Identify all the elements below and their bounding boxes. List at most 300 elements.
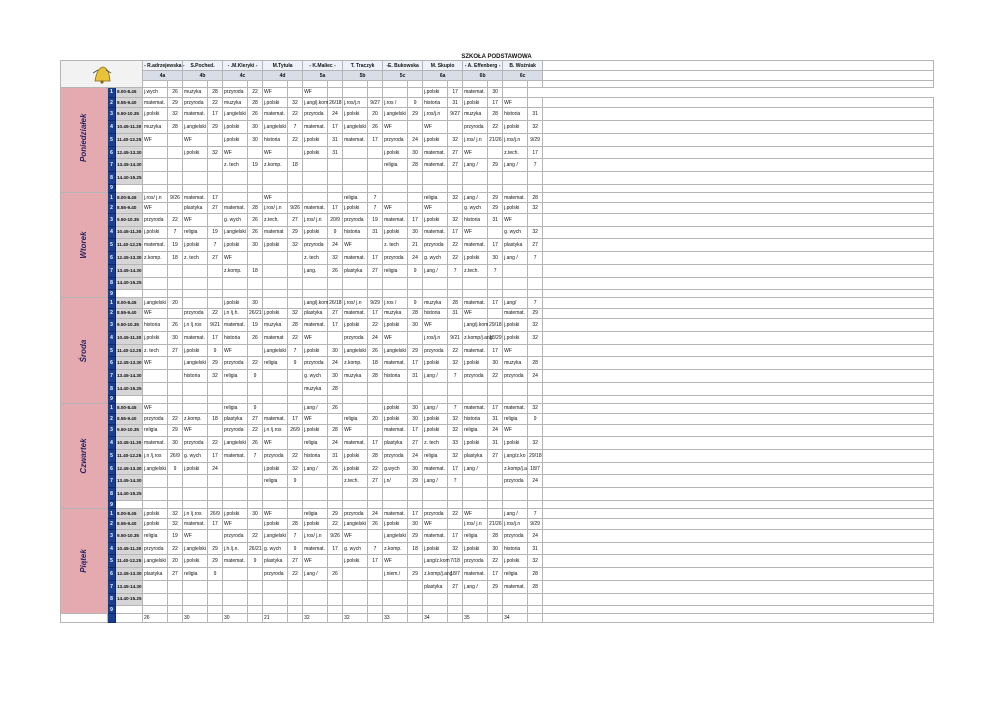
room-cell: 17 xyxy=(488,98,503,108)
subject-cell xyxy=(183,475,208,488)
subject-cell: religia xyxy=(183,226,208,239)
room-cell xyxy=(288,87,303,97)
room-cell xyxy=(168,580,183,593)
subject-cell: z. tech xyxy=(383,239,408,252)
room-cell: 26 xyxy=(248,437,263,450)
room-cell: 17 xyxy=(408,357,423,370)
cell xyxy=(423,606,448,614)
room-cell xyxy=(488,226,503,239)
lesson-hour: 14.40-15.25 xyxy=(116,382,143,395)
cell xyxy=(488,184,503,192)
subject-cell xyxy=(343,277,368,290)
subject-cell xyxy=(343,568,368,581)
subject-cell: j.ang / xyxy=(423,370,448,383)
subject-cell: j.polski xyxy=(423,87,448,97)
cell xyxy=(503,290,528,298)
lesson-number: 6 xyxy=(108,462,116,475)
room-cell: 31 xyxy=(328,146,343,159)
subject-cell xyxy=(383,593,408,606)
room-cell xyxy=(168,382,183,395)
cell xyxy=(343,500,368,508)
room-cell: 9 xyxy=(288,357,303,370)
room-cell xyxy=(528,98,543,108)
subject-cell: j.ang/j.kom xyxy=(303,298,328,308)
room-cell xyxy=(368,568,383,581)
subject-cell xyxy=(463,277,488,290)
subject-cell: z. tech xyxy=(303,252,328,265)
lesson-number: 9 xyxy=(108,606,116,614)
subject-cell: j.polski xyxy=(303,133,328,146)
cell xyxy=(448,500,463,508)
subject-cell: j.polski xyxy=(263,462,288,475)
lesson-number: 1 xyxy=(108,509,116,519)
cell xyxy=(543,519,934,529)
room-cell: 24 xyxy=(328,239,343,252)
subject-cell xyxy=(263,488,288,501)
subject-cell: j.angielski xyxy=(223,226,248,239)
lesson-hour: 10.45-11.30 xyxy=(116,437,143,450)
room-cell xyxy=(168,203,183,213)
room-cell xyxy=(368,403,383,413)
cell xyxy=(543,555,934,568)
room-cell: 32 xyxy=(528,121,543,134)
room-cell: 18 xyxy=(368,357,383,370)
room-cell xyxy=(528,172,543,185)
subject-cell: j.polski xyxy=(263,519,288,529)
room-cell: 9/27 xyxy=(368,98,383,108)
subject-cell: j.polski xyxy=(463,98,488,108)
cell xyxy=(368,184,383,192)
room-cell: 24 xyxy=(528,370,543,383)
subject-cell xyxy=(223,568,248,581)
subject-cell xyxy=(303,172,328,185)
cell xyxy=(423,395,448,403)
subject-cell: j.angielski xyxy=(223,108,248,121)
room-cell xyxy=(208,277,223,290)
subject-cell: j.ros/j.n xyxy=(503,133,528,146)
subject-cell: WF xyxy=(183,213,208,226)
room-cell xyxy=(488,277,503,290)
subject-cell: religia xyxy=(503,568,528,581)
subject-cell xyxy=(183,264,208,277)
room-cell: 9/29 xyxy=(528,519,543,529)
subject-cell: przyroda xyxy=(303,239,328,252)
room-cell: 24 xyxy=(368,509,383,519)
cell xyxy=(223,606,248,614)
cell xyxy=(543,614,934,623)
room-cell xyxy=(528,593,543,606)
cell xyxy=(543,331,934,344)
room-cell xyxy=(208,382,223,395)
room-cell xyxy=(168,159,183,172)
subject-cell: j.ang/z.ko xyxy=(503,450,528,463)
subject-cell: g. wych xyxy=(343,542,368,555)
subject-cell: przyroda xyxy=(223,357,248,370)
lesson-number: 8 xyxy=(108,172,116,185)
subject-cell: matemat. xyxy=(423,159,448,172)
subject-cell xyxy=(223,382,248,395)
subject-cell: WF xyxy=(343,529,368,542)
room-cell: 27 xyxy=(368,264,383,277)
room-cell: 24 xyxy=(368,331,383,344)
cell xyxy=(248,290,263,298)
subject-cell: matemat. xyxy=(343,133,368,146)
subject-cell: matemat. xyxy=(263,414,288,424)
subject-cell: historia xyxy=(343,226,368,239)
lesson-number: 6 xyxy=(108,357,116,370)
subject-cell: matemat. xyxy=(503,403,528,413)
room-cell: 30 xyxy=(168,331,183,344)
lesson-hour: 8.00-8.45 xyxy=(116,403,143,413)
room-cell: 9 xyxy=(208,568,223,581)
room-cell: 29/18 xyxy=(528,450,543,463)
lesson-number: 8 xyxy=(108,488,116,501)
cell xyxy=(303,184,328,192)
subject-cell: historia xyxy=(143,319,168,332)
teacher-name: - R.adrzejewska - xyxy=(143,61,183,71)
room-cell xyxy=(448,121,463,134)
subject-cell: przyroda xyxy=(383,133,408,146)
lesson-number: 2 xyxy=(108,519,116,529)
room-cell xyxy=(368,424,383,437)
subject-cell: WF xyxy=(143,357,168,370)
subject-cell: j.polski xyxy=(183,344,208,357)
subject-cell: j.polski xyxy=(503,437,528,450)
cell xyxy=(328,395,343,403)
room-cell xyxy=(408,121,423,134)
cell xyxy=(303,80,328,87)
cell xyxy=(448,395,463,403)
room-cell: 9/29 xyxy=(368,298,383,308)
footer-cell xyxy=(488,614,503,623)
subject-cell: WF xyxy=(223,146,248,159)
subject-cell xyxy=(343,159,368,172)
room-cell: 9 xyxy=(528,414,543,424)
subject-cell xyxy=(223,488,248,501)
cell xyxy=(263,80,288,87)
room-cell: 27 xyxy=(368,475,383,488)
room-cell xyxy=(528,213,543,226)
subject-cell: matemat. xyxy=(303,319,328,332)
subject-cell xyxy=(303,488,328,501)
subject-cell: historia xyxy=(183,370,208,383)
day-name: Czwartek xyxy=(79,438,88,474)
lesson-hour: 8.55-9.40 xyxy=(116,308,143,318)
subject-cell: j.polski xyxy=(503,555,528,568)
room-cell: 22 xyxy=(448,344,463,357)
subject-cell: historia xyxy=(503,542,528,555)
cell xyxy=(543,414,934,424)
room-cell: 19 xyxy=(168,529,183,542)
subject-cell: WF xyxy=(223,519,248,529)
subject-cell: z.tech. xyxy=(343,475,368,488)
subject-cell: WF xyxy=(463,226,488,239)
subject-cell: j.polski xyxy=(343,108,368,121)
class-header: 4b xyxy=(183,71,223,80)
room-cell: 19 xyxy=(208,226,223,239)
subject-cell: j.polski xyxy=(383,319,408,332)
room-cell xyxy=(288,370,303,383)
cell xyxy=(343,395,368,403)
room-cell: 24 xyxy=(528,529,543,542)
room-cell xyxy=(288,277,303,290)
cell xyxy=(143,395,168,403)
cell xyxy=(208,290,223,298)
room-cell: 32 xyxy=(208,370,223,383)
room-cell: 22 xyxy=(288,568,303,581)
subject-cell: WF xyxy=(383,203,408,213)
subject-cell: j.polski xyxy=(343,203,368,213)
cell xyxy=(183,80,208,87)
subject-cell: plastyka xyxy=(343,264,368,277)
subject-cell: matemat. xyxy=(263,108,288,121)
lesson-hour: 12.45-13.30 xyxy=(116,146,143,159)
room-cell: 28 xyxy=(528,580,543,593)
subject-cell: przyroda xyxy=(183,98,208,108)
lesson-number: 5 xyxy=(108,239,116,252)
cell xyxy=(383,500,408,508)
subject-cell xyxy=(183,298,208,308)
subject-cell: j.polski xyxy=(423,414,448,424)
subject-cell: g. wych xyxy=(463,203,488,213)
subject-cell: muzyka xyxy=(143,121,168,134)
room-cell xyxy=(248,172,263,185)
room-cell: 29 xyxy=(488,203,503,213)
room-cell: 27 xyxy=(408,437,423,450)
room-cell: 32 xyxy=(448,213,463,226)
cell xyxy=(183,184,208,192)
subject-cell xyxy=(383,87,408,97)
room-cell: 7 xyxy=(488,264,503,277)
room-cell: 26/9 xyxy=(168,450,183,463)
subject-cell: WF xyxy=(263,509,288,519)
footer-cell xyxy=(208,614,223,623)
subject-cell: j.angielski xyxy=(343,121,368,134)
subject-cell xyxy=(503,488,528,501)
subject-cell xyxy=(383,382,408,395)
room-cell: 17 xyxy=(488,239,503,252)
room-cell xyxy=(488,462,503,475)
room-cell: 18 xyxy=(168,252,183,265)
room-cell: 17 xyxy=(408,213,423,226)
subject-cell: j.ang / xyxy=(463,159,488,172)
subject-cell: j.angielski xyxy=(343,344,368,357)
subject-cell xyxy=(143,382,168,395)
subject-cell xyxy=(183,382,208,395)
subject-cell: j.ang / xyxy=(463,192,488,202)
cell xyxy=(543,475,934,488)
room-cell xyxy=(168,475,183,488)
cell xyxy=(543,395,934,403)
subject-cell: WF xyxy=(183,424,208,437)
cell xyxy=(528,500,543,508)
cell xyxy=(463,500,488,508)
subject-cell: przyroda xyxy=(383,450,408,463)
room-cell: 7 xyxy=(208,239,223,252)
room-cell: 28 xyxy=(408,308,423,318)
subject-cell: j.angielski xyxy=(263,121,288,134)
room-cell xyxy=(408,277,423,290)
subject-cell: matemat. xyxy=(463,298,488,308)
class-header: 4d xyxy=(263,71,303,80)
cell xyxy=(223,184,248,192)
room-cell xyxy=(448,172,463,185)
subject-cell: z. tech xyxy=(143,344,168,357)
subject-cell xyxy=(183,277,208,290)
room-cell xyxy=(168,277,183,290)
room-cell xyxy=(488,382,503,395)
subject-cell: j.polski xyxy=(463,437,488,450)
room-cell: 32 xyxy=(448,424,463,437)
subject-cell: matemat. xyxy=(423,529,448,542)
room-cell: 17 xyxy=(368,555,383,568)
subject-cell: j.n/ xyxy=(383,475,408,488)
room-cell: 17 xyxy=(328,542,343,555)
subject-cell: matemat. xyxy=(343,252,368,265)
lesson-number: 5 xyxy=(108,344,116,357)
subject-cell: j.polski xyxy=(263,239,288,252)
cell xyxy=(208,606,223,614)
lesson-hour: 8.00-8.45 xyxy=(116,298,143,308)
lesson-number: 4 xyxy=(108,437,116,450)
lesson-hour: 10.45-11.30 xyxy=(116,542,143,555)
day-name: Środa xyxy=(79,339,88,362)
cell xyxy=(248,395,263,403)
subject-cell xyxy=(183,172,208,185)
subject-cell: przyroda xyxy=(343,331,368,344)
cell xyxy=(543,146,934,159)
subject-cell: j.polski xyxy=(503,121,528,134)
cell xyxy=(303,395,328,403)
lesson-hour: 9.50-10.35 xyxy=(116,529,143,542)
subject-cell: j.polski xyxy=(383,146,408,159)
room-cell: 17 xyxy=(488,568,503,581)
subject-cell: j.polski xyxy=(143,108,168,121)
subject-cell: religia xyxy=(423,450,448,463)
room-cell: 29 xyxy=(408,108,423,121)
room-cell xyxy=(328,172,343,185)
cell xyxy=(543,298,934,308)
room-cell: 9 xyxy=(408,264,423,277)
subject-cell: j.ros/j.n xyxy=(503,519,528,529)
subject-cell: przyroda xyxy=(143,213,168,226)
subject-cell: matemat. xyxy=(503,580,528,593)
subject-cell: z.komp. xyxy=(183,414,208,424)
subject-cell xyxy=(143,370,168,383)
room-cell: 28 xyxy=(528,192,543,202)
subject-cell: j.angielski xyxy=(343,519,368,529)
subject-cell xyxy=(303,593,328,606)
room-cell: 22 xyxy=(168,213,183,226)
cell xyxy=(408,606,423,614)
cell xyxy=(543,357,934,370)
room-cell: 30 xyxy=(408,226,423,239)
subject-cell xyxy=(503,172,528,185)
cell xyxy=(143,606,168,614)
subject-cell: historia xyxy=(263,133,288,146)
lesson-number: 9 xyxy=(108,290,116,298)
room-cell: 9 xyxy=(208,344,223,357)
room-cell: 7 xyxy=(528,509,543,519)
cell xyxy=(303,606,328,614)
room-cell: 17 xyxy=(368,252,383,265)
room-cell: 30 xyxy=(488,87,503,97)
room-cell: 20/9 xyxy=(328,213,343,226)
room-cell: 32 xyxy=(448,414,463,424)
room-cell: 29 xyxy=(208,555,223,568)
subject-cell xyxy=(343,580,368,593)
room-cell xyxy=(208,298,223,308)
subject-cell: przyroda xyxy=(423,344,448,357)
room-cell xyxy=(328,593,343,606)
room-cell xyxy=(208,580,223,593)
room-cell xyxy=(408,593,423,606)
subject-cell: muzyka xyxy=(423,298,448,308)
subject-cell: WF xyxy=(383,555,408,568)
subject-cell: historia xyxy=(463,414,488,424)
subject-cell xyxy=(223,192,248,202)
subject-cell: j.polski xyxy=(143,226,168,239)
subject-cell: historia xyxy=(423,98,448,108)
subject-cell: j.ros/j.n xyxy=(423,108,448,121)
subject-cell: j.ang / xyxy=(303,462,328,475)
subject-cell xyxy=(263,298,288,308)
room-cell: 19 xyxy=(368,213,383,226)
cell xyxy=(223,80,248,87)
subject-cell: religia xyxy=(263,357,288,370)
subject-cell xyxy=(263,593,288,606)
room-cell xyxy=(528,488,543,501)
cell xyxy=(463,290,488,298)
subject-cell: j.n /j.ros xyxy=(143,450,168,463)
subject-cell: g. wych xyxy=(183,450,208,463)
room-cell xyxy=(328,414,343,424)
lesson-hour: 12.45-13.30 xyxy=(116,462,143,475)
lesson-number: 7 xyxy=(108,264,116,277)
room-cell: 7 xyxy=(288,529,303,542)
subject-cell: religia xyxy=(303,509,328,519)
room-cell xyxy=(288,252,303,265)
lesson-number: 5 xyxy=(108,555,116,568)
subject-cell: j.angielski xyxy=(383,108,408,121)
cell xyxy=(383,395,408,403)
room-cell: 17 xyxy=(448,87,463,97)
subject-cell xyxy=(143,488,168,501)
teacher-name: -E. Bukowska xyxy=(383,61,423,71)
lesson-hour: 8.00-8.45 xyxy=(116,87,143,97)
room-cell xyxy=(328,488,343,501)
subject-cell: j.angielski xyxy=(143,462,168,475)
room-cell: 30 xyxy=(408,519,423,529)
cell xyxy=(543,319,934,332)
cell xyxy=(288,606,303,614)
room-cell: 31 xyxy=(368,226,383,239)
room-cell xyxy=(208,475,223,488)
subject-cell: plastyka xyxy=(223,414,248,424)
room-cell: 26/9 xyxy=(288,424,303,437)
room-cell: 26/9 xyxy=(208,509,223,519)
cell xyxy=(543,462,934,475)
cell xyxy=(543,121,934,134)
room-cell: 17 xyxy=(208,450,223,463)
cell xyxy=(116,184,143,192)
room-cell: 29 xyxy=(488,580,503,593)
room-cell: 26 xyxy=(328,403,343,413)
room-cell: 26/18 xyxy=(328,98,343,108)
room-cell: 32 xyxy=(528,403,543,413)
room-cell: 30 xyxy=(488,357,503,370)
room-cell xyxy=(528,277,543,290)
